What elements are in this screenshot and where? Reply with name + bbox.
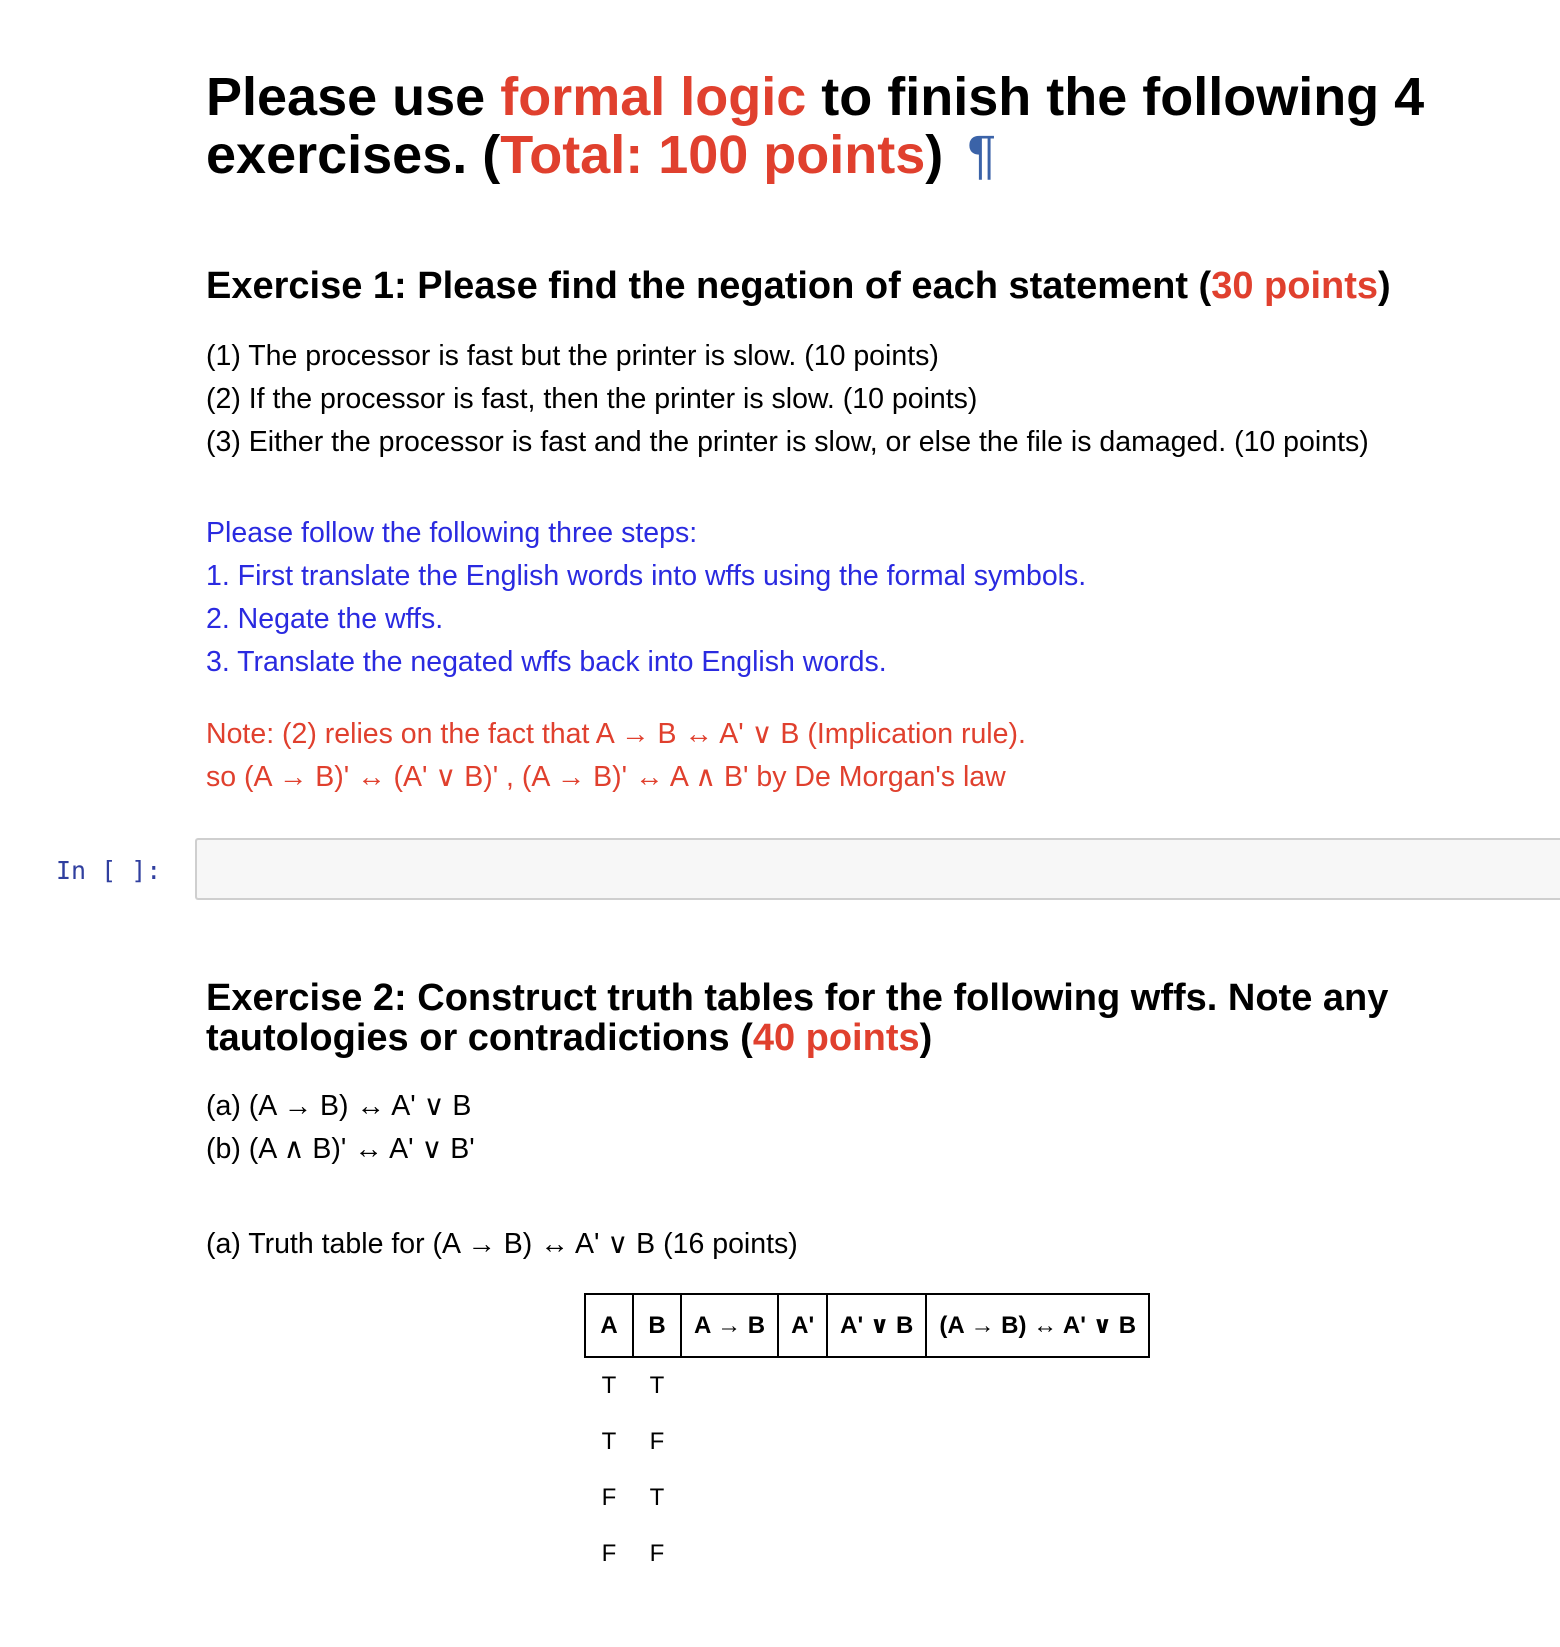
table-cell	[926, 1357, 1149, 1414]
table-cell: F	[601, 1484, 617, 1511]
step-item: 3. Translate the negated wffs back into English words.	[206, 646, 887, 678]
statement-item: (2) If the processor is fast, then the printer is slow. (10 points)	[206, 383, 978, 415]
table-cell	[827, 1526, 926, 1582]
code-input-area[interactable]	[195, 838, 1560, 900]
exercise-1-heading-end: )	[1378, 265, 1391, 307]
statement-item: (3) Either the processor is fast and the printer is slow, or else the file is damaged. (10 points)	[206, 426, 1369, 458]
table-cell: T	[649, 1484, 665, 1511]
table-row	[585, 1526, 1149, 1582]
code-cell	[0, 838, 1560, 904]
statement-item: (1) The processor is fast but the printer is slow. (10 points)	[206, 340, 939, 372]
title-total-points: Total: 100 points	[500, 125, 926, 185]
note-line: so (A → B)' ↔ (A' ∨ B)' , (A → B)' ↔ A ∧ B' by De Morgan's law	[206, 761, 1006, 793]
step-item: 1. First translate the English words into wffs using the formal symbols.	[206, 560, 1087, 592]
wff-item: (b) (A ∧ B)' ↔ A' ∨ B'	[206, 1133, 475, 1165]
exercise-2-points: 40 points	[752, 1017, 920, 1059]
truth-table-header-row	[585, 1294, 1149, 1357]
truth-table-a	[584, 1293, 1150, 1582]
header-cell-not-a: A'	[778, 1294, 827, 1357]
table-row	[585, 1357, 1149, 1414]
table-cell: F	[649, 1540, 665, 1567]
header-cell-a: A	[585, 1294, 633, 1357]
table-cell: T	[601, 1428, 617, 1455]
notebook-title	[206, 68, 1546, 184]
table-row	[585, 1414, 1149, 1470]
table-cell	[827, 1470, 926, 1526]
exercise-1-statements	[206, 335, 1369, 464]
table-cell: T	[649, 1372, 665, 1399]
table-cell	[681, 1414, 778, 1470]
table-cell	[778, 1526, 827, 1582]
steps-intro: Please follow the following three steps:	[206, 517, 698, 549]
step-item: 2. Negate the wffs.	[206, 603, 444, 635]
exercise-2-heading	[206, 978, 1466, 1058]
title-text-1: Please use	[206, 67, 501, 127]
table-cell	[827, 1414, 926, 1470]
table-cell: F	[649, 1428, 665, 1455]
anchor-link-icon[interactable]: ¶	[967, 125, 997, 185]
table-cell	[926, 1526, 1149, 1582]
table-cell	[778, 1470, 827, 1526]
exercise-1-points: 30 points	[1211, 265, 1379, 307]
header-cell-biconditional: (A → B) ↔ A' ∨ B	[926, 1294, 1149, 1357]
exercise-1-steps	[206, 512, 1086, 684]
title-highlight-formal-logic: formal logic	[500, 67, 807, 127]
wff-item: (a) (A → B) ↔ A' ∨ B	[206, 1090, 472, 1122]
table-cell	[778, 1414, 827, 1470]
header-cell-a-implies-b: A → B	[681, 1294, 778, 1357]
title-text-3: )	[925, 125, 944, 185]
exercise-1-note	[206, 713, 1026, 799]
table-cell	[926, 1414, 1149, 1470]
table-cell	[681, 1470, 778, 1526]
table-cell	[778, 1357, 827, 1414]
exercise-1-heading-text: Exercise 1: Please find the negation of each statement (	[206, 265, 1212, 307]
exercise-2-heading-text: Exercise 2: Construct truth tables for the following wffs. Note any tautologies or contradictions (	[206, 977, 1389, 1059]
title-text-2: to finish the following 4 exercises. (	[206, 67, 1425, 185]
exercise-1-heading	[206, 266, 1391, 306]
header-cell-b: B	[633, 1294, 681, 1357]
header-cell-not-a-or-b: A' ∨ B	[827, 1294, 926, 1357]
exercise-2-wffs	[206, 1085, 475, 1171]
table-cell: T	[601, 1372, 617, 1399]
table-cell	[681, 1357, 778, 1414]
table-cell	[681, 1526, 778, 1582]
table-cell	[827, 1357, 926, 1414]
note-line: Note: (2) relies on the fact that A → B ↔ A' ∨ B (Implication rule).	[206, 718, 1026, 750]
input-prompt: In [ ]:	[56, 856, 162, 885]
table-row	[585, 1470, 1149, 1526]
table-cell	[926, 1470, 1149, 1526]
exercise-2-heading-end: )	[919, 1017, 933, 1059]
truth-table-a-caption-text: (a) Truth table for (A → B) ↔ A' ∨ B (16 points)	[206, 1228, 798, 1260]
table-cell: F	[601, 1540, 617, 1567]
